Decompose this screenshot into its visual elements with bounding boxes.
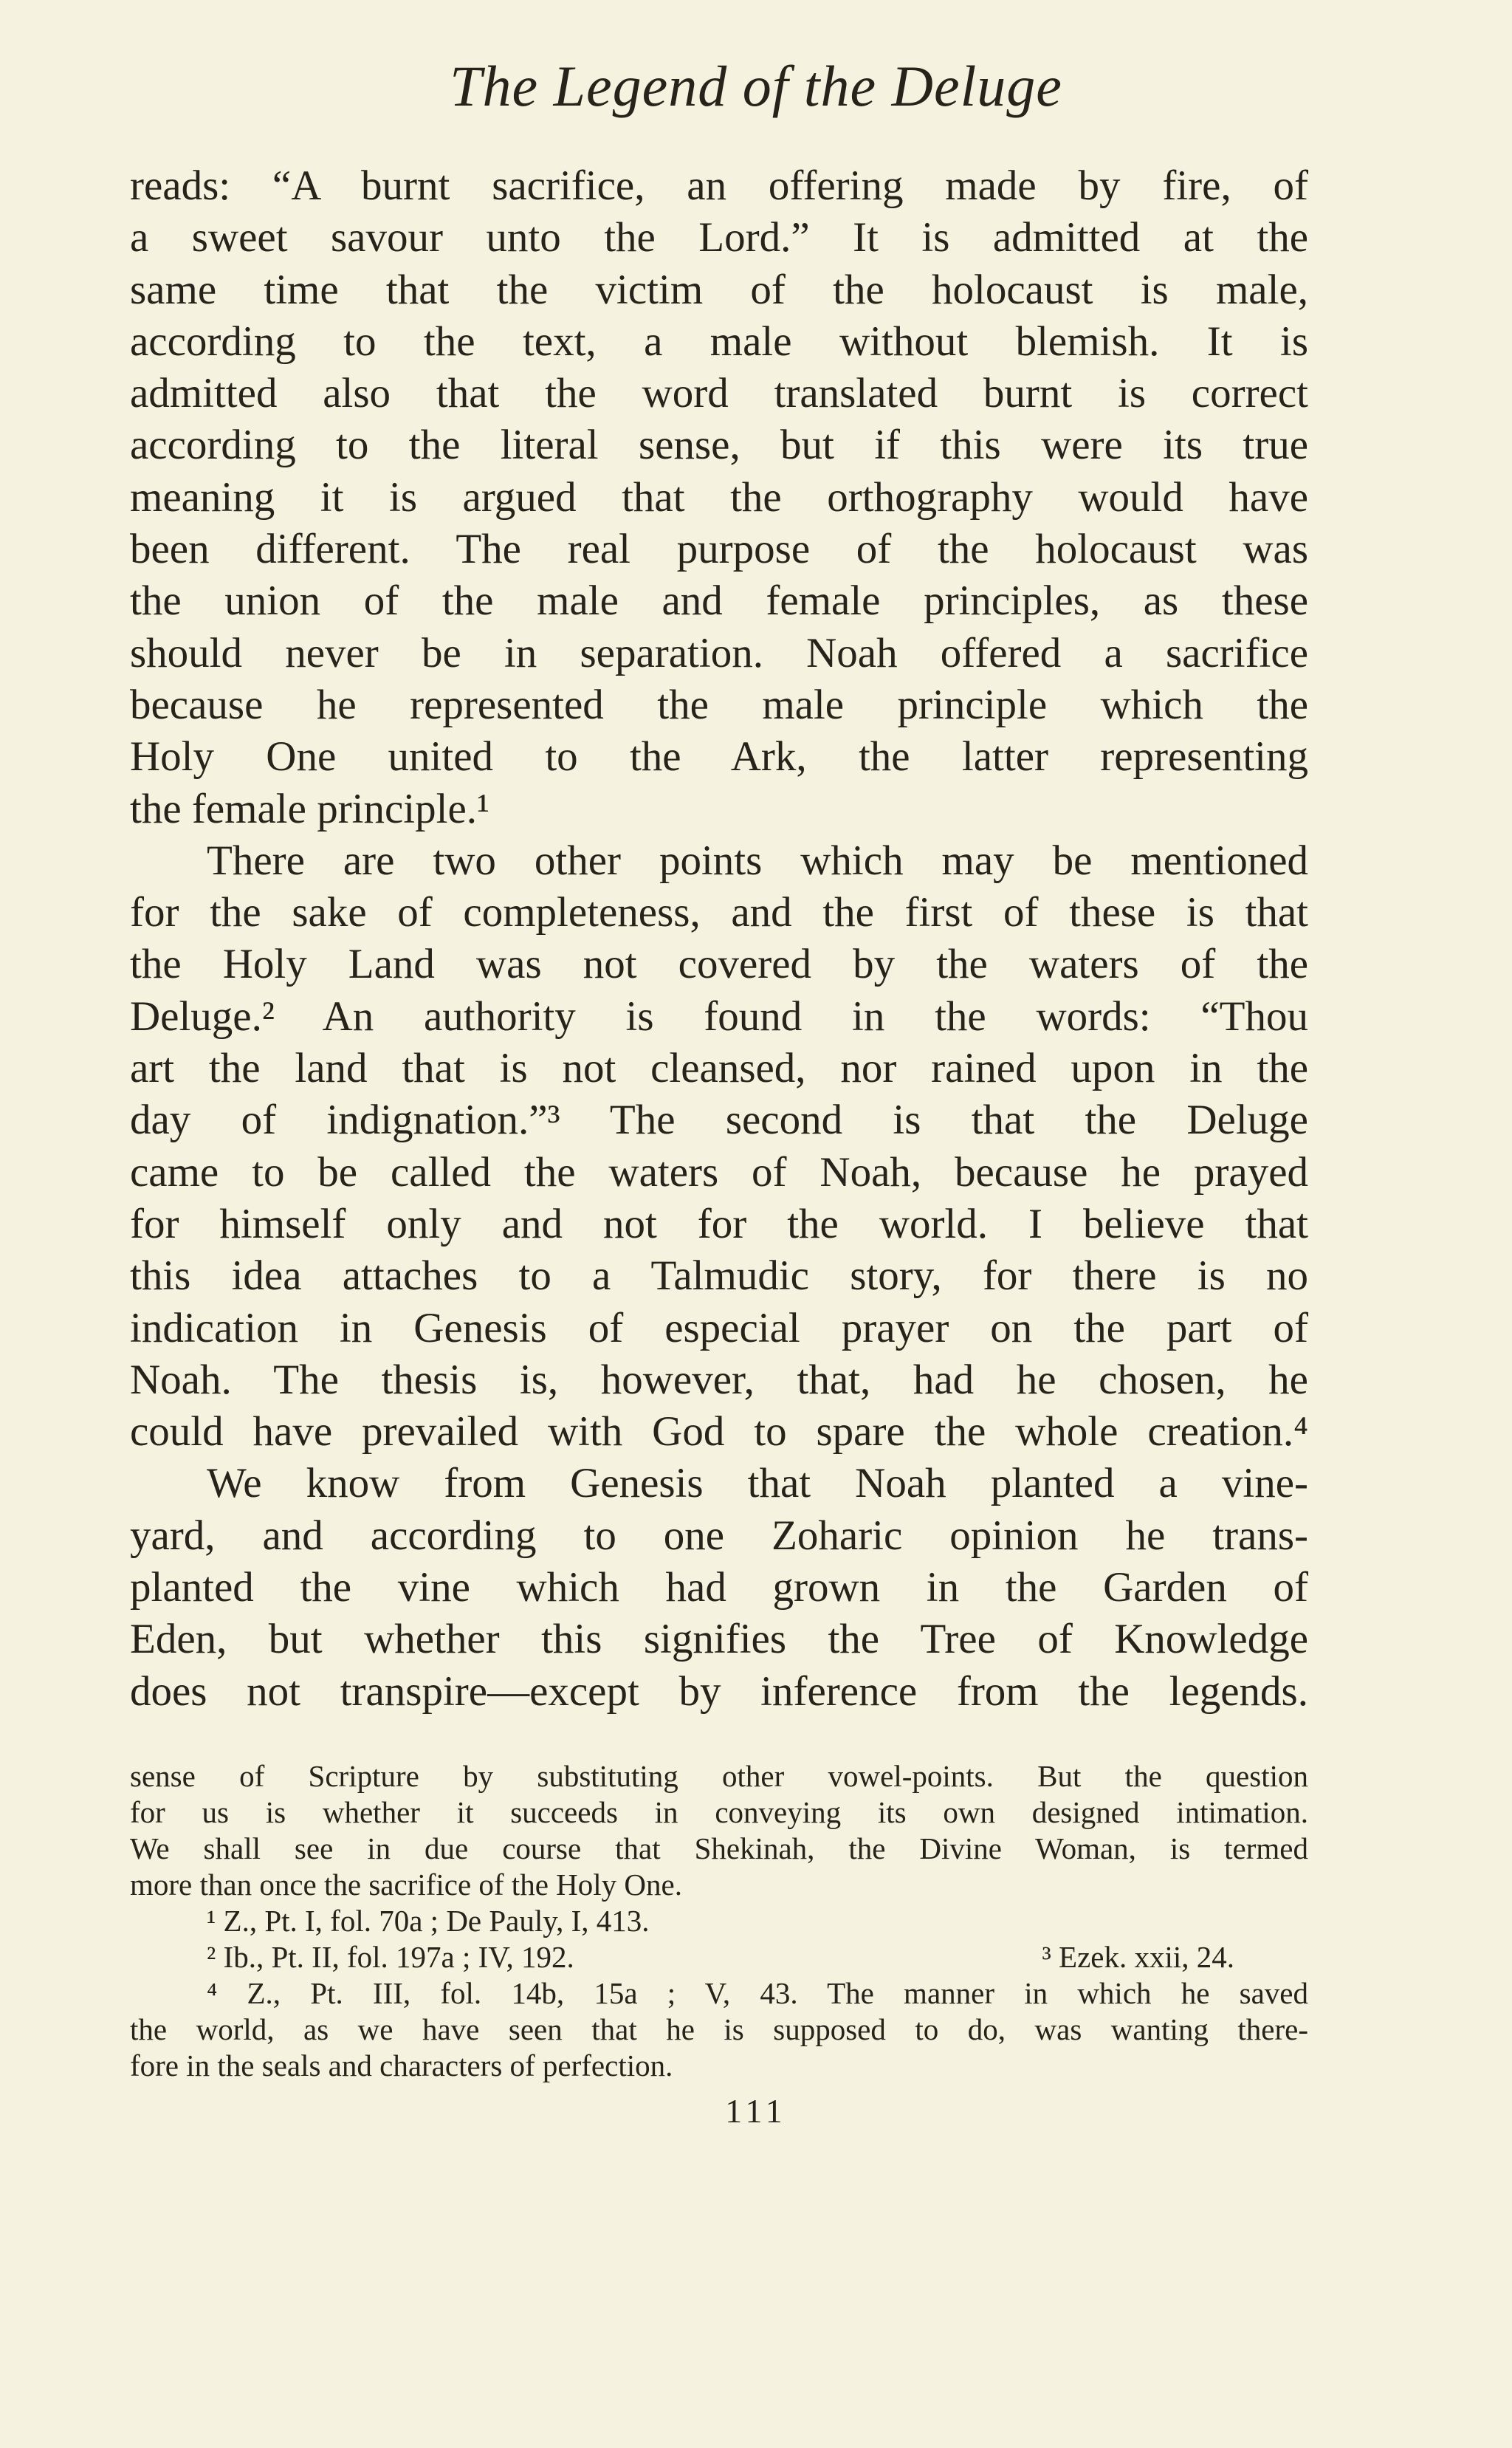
body-line: the female principle.¹	[130, 785, 490, 832]
body-line: planted the vine which had grown in the Garden of	[130, 1564, 1308, 1611]
body-line: does not transpire—except by inference from the legends.	[130, 1667, 1308, 1715]
footnote-4-line: the world, as we have seen that he is supposed to do, was wanting there-	[130, 2012, 1308, 2046]
body-line: could have prevailed with God to spare the whole creation.⁴	[130, 1408, 1308, 1456]
body-line: We know from Genesis that Noah planted a vine-	[207, 1460, 1308, 1507]
footnote-2-3-row	[130, 1939, 1308, 1975]
body-line: been different. The real purpose of the holocaust was	[130, 526, 1308, 573]
body-line: meaning it is argued that the orthography would have	[130, 473, 1308, 521]
footnote-1: ¹ Z., Pt. I, fol. 70a ; De Pauly, I, 413.	[207, 1904, 650, 1938]
running-head: The Legend of the Deluge	[450, 54, 1062, 118]
body-line: Holy One united to the Ark, the latter representing	[130, 733, 1308, 781]
body-line: the union of the male and female principles, as these	[130, 577, 1308, 625]
body-line: according to the literal sense, but if this were its true	[130, 422, 1308, 469]
page-number: 111	[725, 2092, 787, 2130]
footnote-3: ³ Ezek. xxii, 24.	[1042, 1940, 1234, 1974]
body-line: There are two other points which may be mentioned	[207, 837, 1308, 884]
footnote-4-line: fore in the seals and characters of perfection.	[130, 2048, 673, 2082]
footnote-line: more than once the sacrifice of the Holy One.	[130, 1868, 682, 1902]
footnote-line: for us is whether it succeeds in conveying its own designed intimation.	[130, 1795, 1308, 1829]
body-line: Noah. The thesis is, however, that, had he chosen, he	[130, 1356, 1308, 1403]
body-line: day of indignation.”³ The second is that the Deluge	[130, 1097, 1308, 1144]
footnote-2: ² Ib., Pt. II, fol. 197a ; IV, 192.	[207, 1940, 574, 1974]
footnotes	[130, 1758, 1308, 2084]
body-line: a sweet savour unto the Lord.” It is admitted at the	[130, 214, 1308, 261]
body-line: this idea attaches to a Talmudic story, for there is no	[130, 1252, 1308, 1300]
body-text	[130, 160, 1308, 1718]
body-line: indication in Genesis of especial prayer on the part of	[130, 1304, 1308, 1351]
footnote-4-line: ⁴ Z., Pt. III, fol. 14b, 15a ; V, 43. The manner in which he saved	[207, 1976, 1308, 2010]
body-line: for the sake of completeness, and the first of these is that	[130, 889, 1308, 936]
body-line: Eden, but whether this signifies the Tree of Knowledge	[130, 1616, 1308, 1663]
body-line: the Holy Land was not covered by the waters of the	[130, 941, 1308, 988]
footnote-line: sense of Scripture by substituting other vowel-points. But the question	[130, 1759, 1308, 1793]
body-line: reads: “A burnt sacrifice, an offering made by fire, of	[130, 162, 1308, 209]
body-line: admitted also that the word translated burnt is correct	[130, 370, 1308, 417]
body-line: for himself only and not for the world. I believe that	[130, 1200, 1308, 1247]
body-line: because he represented the male principle which the	[130, 681, 1308, 728]
body-line: came to be called the waters of Noah, because he prayed	[130, 1148, 1308, 1196]
body-line: should never be in separation. Noah offered a sacrifice	[130, 629, 1308, 676]
body-line: art the land that is not cleansed, nor rained upon in the	[130, 1045, 1308, 1092]
footnote-line: We shall see in due course that Shekinah, the Divine Woman, is termed	[130, 1831, 1308, 1865]
body-line: Deluge.² An authority is found in the words: “Thou	[130, 992, 1308, 1040]
body-line: yard, and according to one Zoharic opinion he trans-	[130, 1512, 1308, 1559]
body-line: same time that the victim of the holocaust is male,	[130, 266, 1308, 313]
body-line: according to the text, a male without blemish. It is	[130, 318, 1308, 365]
